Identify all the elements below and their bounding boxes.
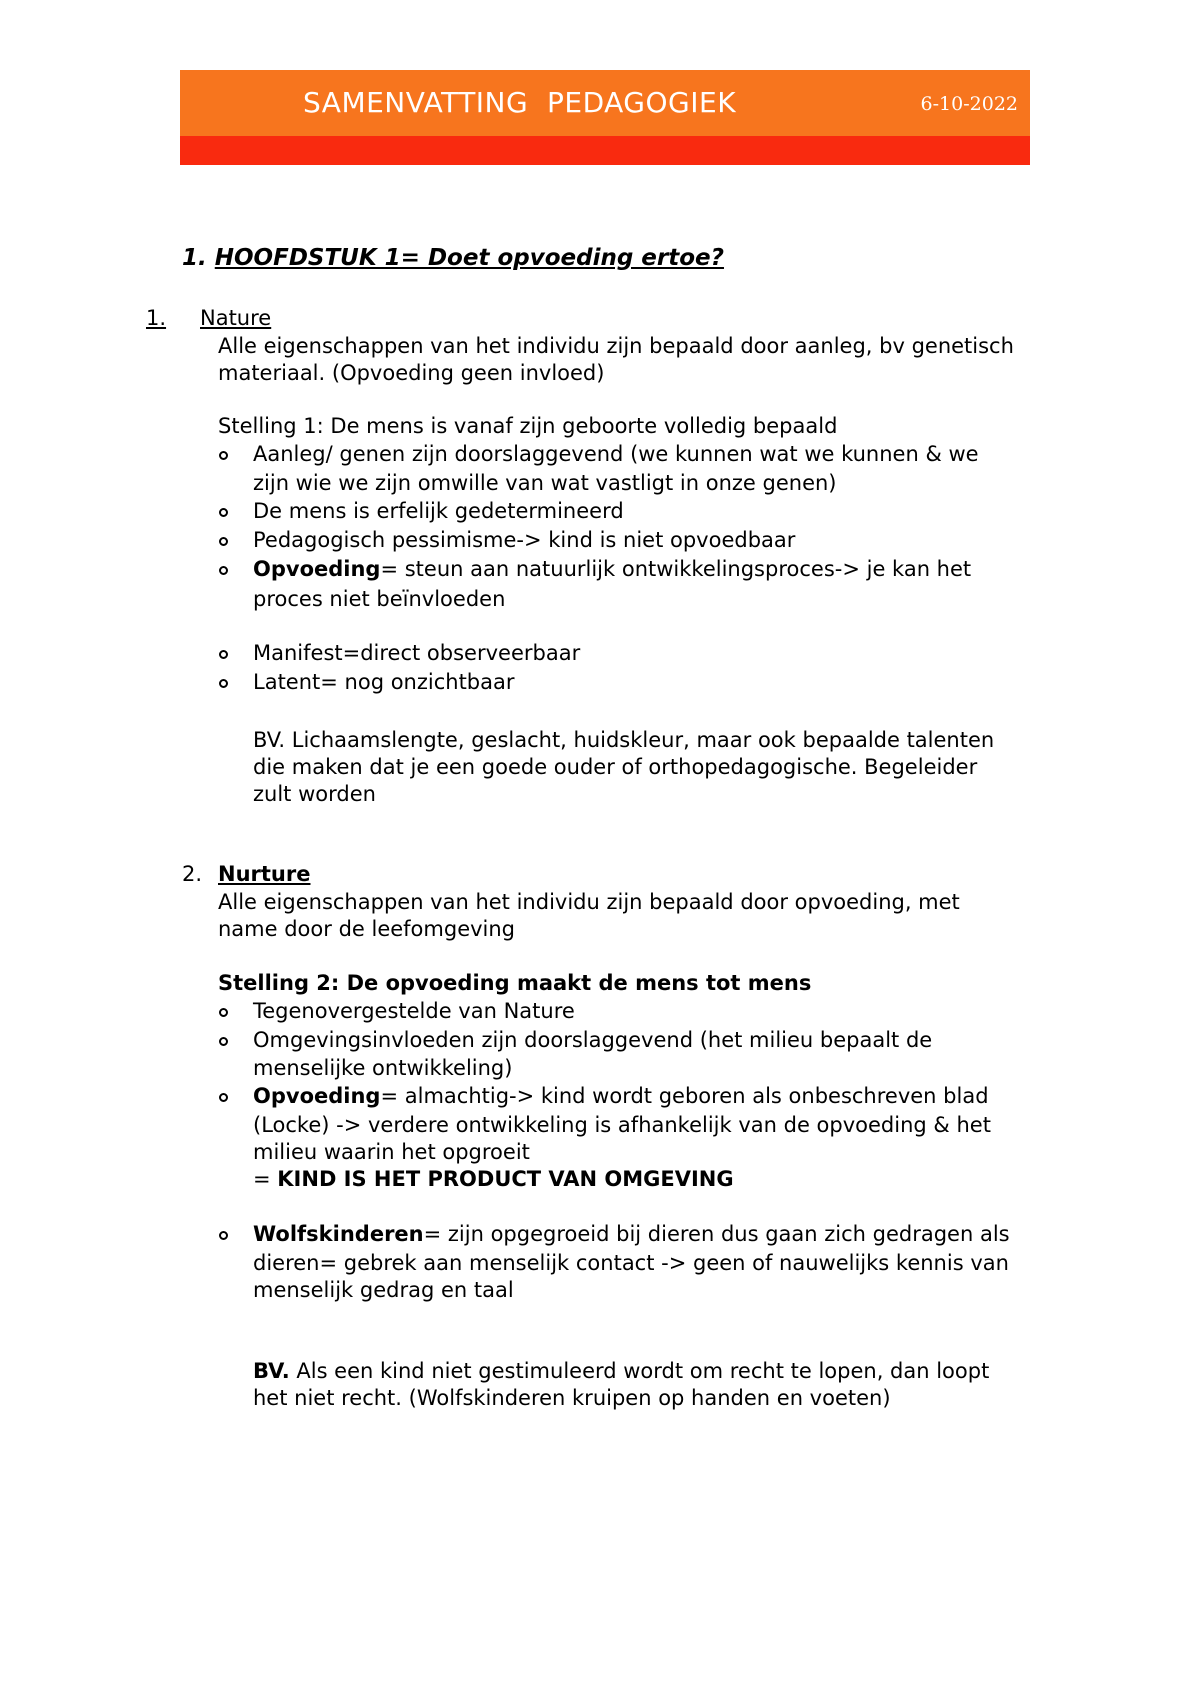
bullet-icon xyxy=(219,650,228,659)
nurture-bullet-2-line-1: Omgevingsinvloeden zijn doorslaggevend (het milieu bepaalt de xyxy=(253,1028,933,1052)
nature-bullet-3: Pedagogisch pessimisme-> kind is niet opvoedbaar xyxy=(253,528,796,552)
nurture-bullet-4-line-2: dieren= gebrek aan menselijk contact -> geen of nauwelijks kennis van xyxy=(253,1251,1009,1275)
bullet-icon xyxy=(219,1231,228,1240)
header-bottom-band xyxy=(180,136,1030,165)
nature-stelling: Stelling 1: De mens is vanaf zijn geboorte volledig bepaald xyxy=(218,414,838,438)
nurture-example-line-1: BV. Als een kind niet gestimuleerd wordt om recht te lopen, dan loopt xyxy=(253,1359,990,1383)
nurture-example-line-2: het niet recht. (Wolfskinderen kruipen op handen en voeten) xyxy=(253,1386,891,1410)
document-date: 6-10-2022 xyxy=(920,93,1018,115)
nature-bullet-6: Latent= nog onzichtbaar xyxy=(253,670,515,694)
nature-bullet-5: Manifest=direct observeerbaar xyxy=(253,641,581,665)
nature-example-line-1: BV. Lichaamslengte, geslacht, huidskleur, maar ook bepaalde talenten xyxy=(253,728,995,752)
nurture-bullet-3-line-4: = KIND IS HET PRODUCT VAN OMGEVING xyxy=(253,1167,734,1191)
chapter-heading xyxy=(182,245,724,271)
document-title: SAMENVATTING PEDAGOGIEK xyxy=(303,86,737,119)
chapter-title: HOOFDSTUK 1= Doet opvoeding ertoe? xyxy=(214,245,724,271)
nurture-bullet-2-line-2: menselijke ontwikkeling) xyxy=(253,1056,513,1080)
nurture-intro-line-2: name door de leefomgeving xyxy=(218,917,516,941)
header-banner xyxy=(180,70,1030,165)
nature-bullet-1-line-2: zijn wie we zijn omwille van wat vastligt in onze genen) xyxy=(253,471,837,495)
section-number-nurture: 2. xyxy=(182,862,203,886)
nurture-bullet-4-line-1: Wolfskinderen= zijn opgegroeid bij dieren dus gaan zich gedragen als xyxy=(253,1222,1010,1246)
chapter-number: 1. xyxy=(182,245,207,271)
nurture-bullet-3-line-3: milieu waarin het opgroeit xyxy=(253,1140,530,1164)
section-number-nature: 1. xyxy=(146,306,167,330)
bullet-icon xyxy=(219,1008,228,1017)
bullet-icon xyxy=(219,679,228,688)
nurture-bullet-3-line-2: (Locke) -> verdere ontwikkeling is afhankelijk van de opvoeding & het xyxy=(253,1113,991,1137)
bullet-icon xyxy=(219,537,228,546)
section-title-nurture: Nurture xyxy=(218,862,311,886)
nurture-bullet-1: Tegenovergestelde van Nature xyxy=(253,999,575,1023)
nature-example-line-3: zult worden xyxy=(253,782,376,806)
nature-intro-line-2: materiaal. (Opvoeding geen invloed) xyxy=(218,361,605,385)
bullet-icon xyxy=(219,451,228,460)
nature-bullet-4-line-1: Opvoeding= steun aan natuurlijk ontwikkelingsproces-> je kan het xyxy=(253,557,972,581)
nurture-bullet-4-line-3: menselijk gedrag en taal xyxy=(253,1278,514,1302)
nature-intro-line-1: Alle eigenschappen van het individu zijn bepaald door aanleg, bv genetisch xyxy=(218,334,1014,358)
nature-example-line-2: die maken dat je een goede ouder of orthopedagogische. Begeleider xyxy=(253,755,978,779)
bullet-icon xyxy=(219,508,228,517)
bullet-icon xyxy=(219,1093,228,1102)
bullet-icon xyxy=(219,1037,228,1046)
section-title-nature: Nature xyxy=(200,306,272,330)
nurture-stelling: Stelling 2: De opvoeding maakt de mens tot mens xyxy=(218,971,812,995)
nature-bullet-1-line-1: Aanleg/ genen zijn doorslaggevend (we kunnen wat we kunnen & we xyxy=(253,442,979,466)
nurture-intro-line-1: Alle eigenschappen van het individu zijn bepaald door opvoeding, met xyxy=(218,890,960,914)
nature-bullet-2: De mens is erfelijk gedetermineerd xyxy=(253,499,624,523)
bullet-icon xyxy=(219,566,228,575)
nurture-bullet-3-line-1: Opvoeding= almachtig-> kind wordt geboren als onbeschreven blad xyxy=(253,1084,989,1108)
nature-bullet-4-line-2: proces niet beïnvloeden xyxy=(253,587,506,611)
